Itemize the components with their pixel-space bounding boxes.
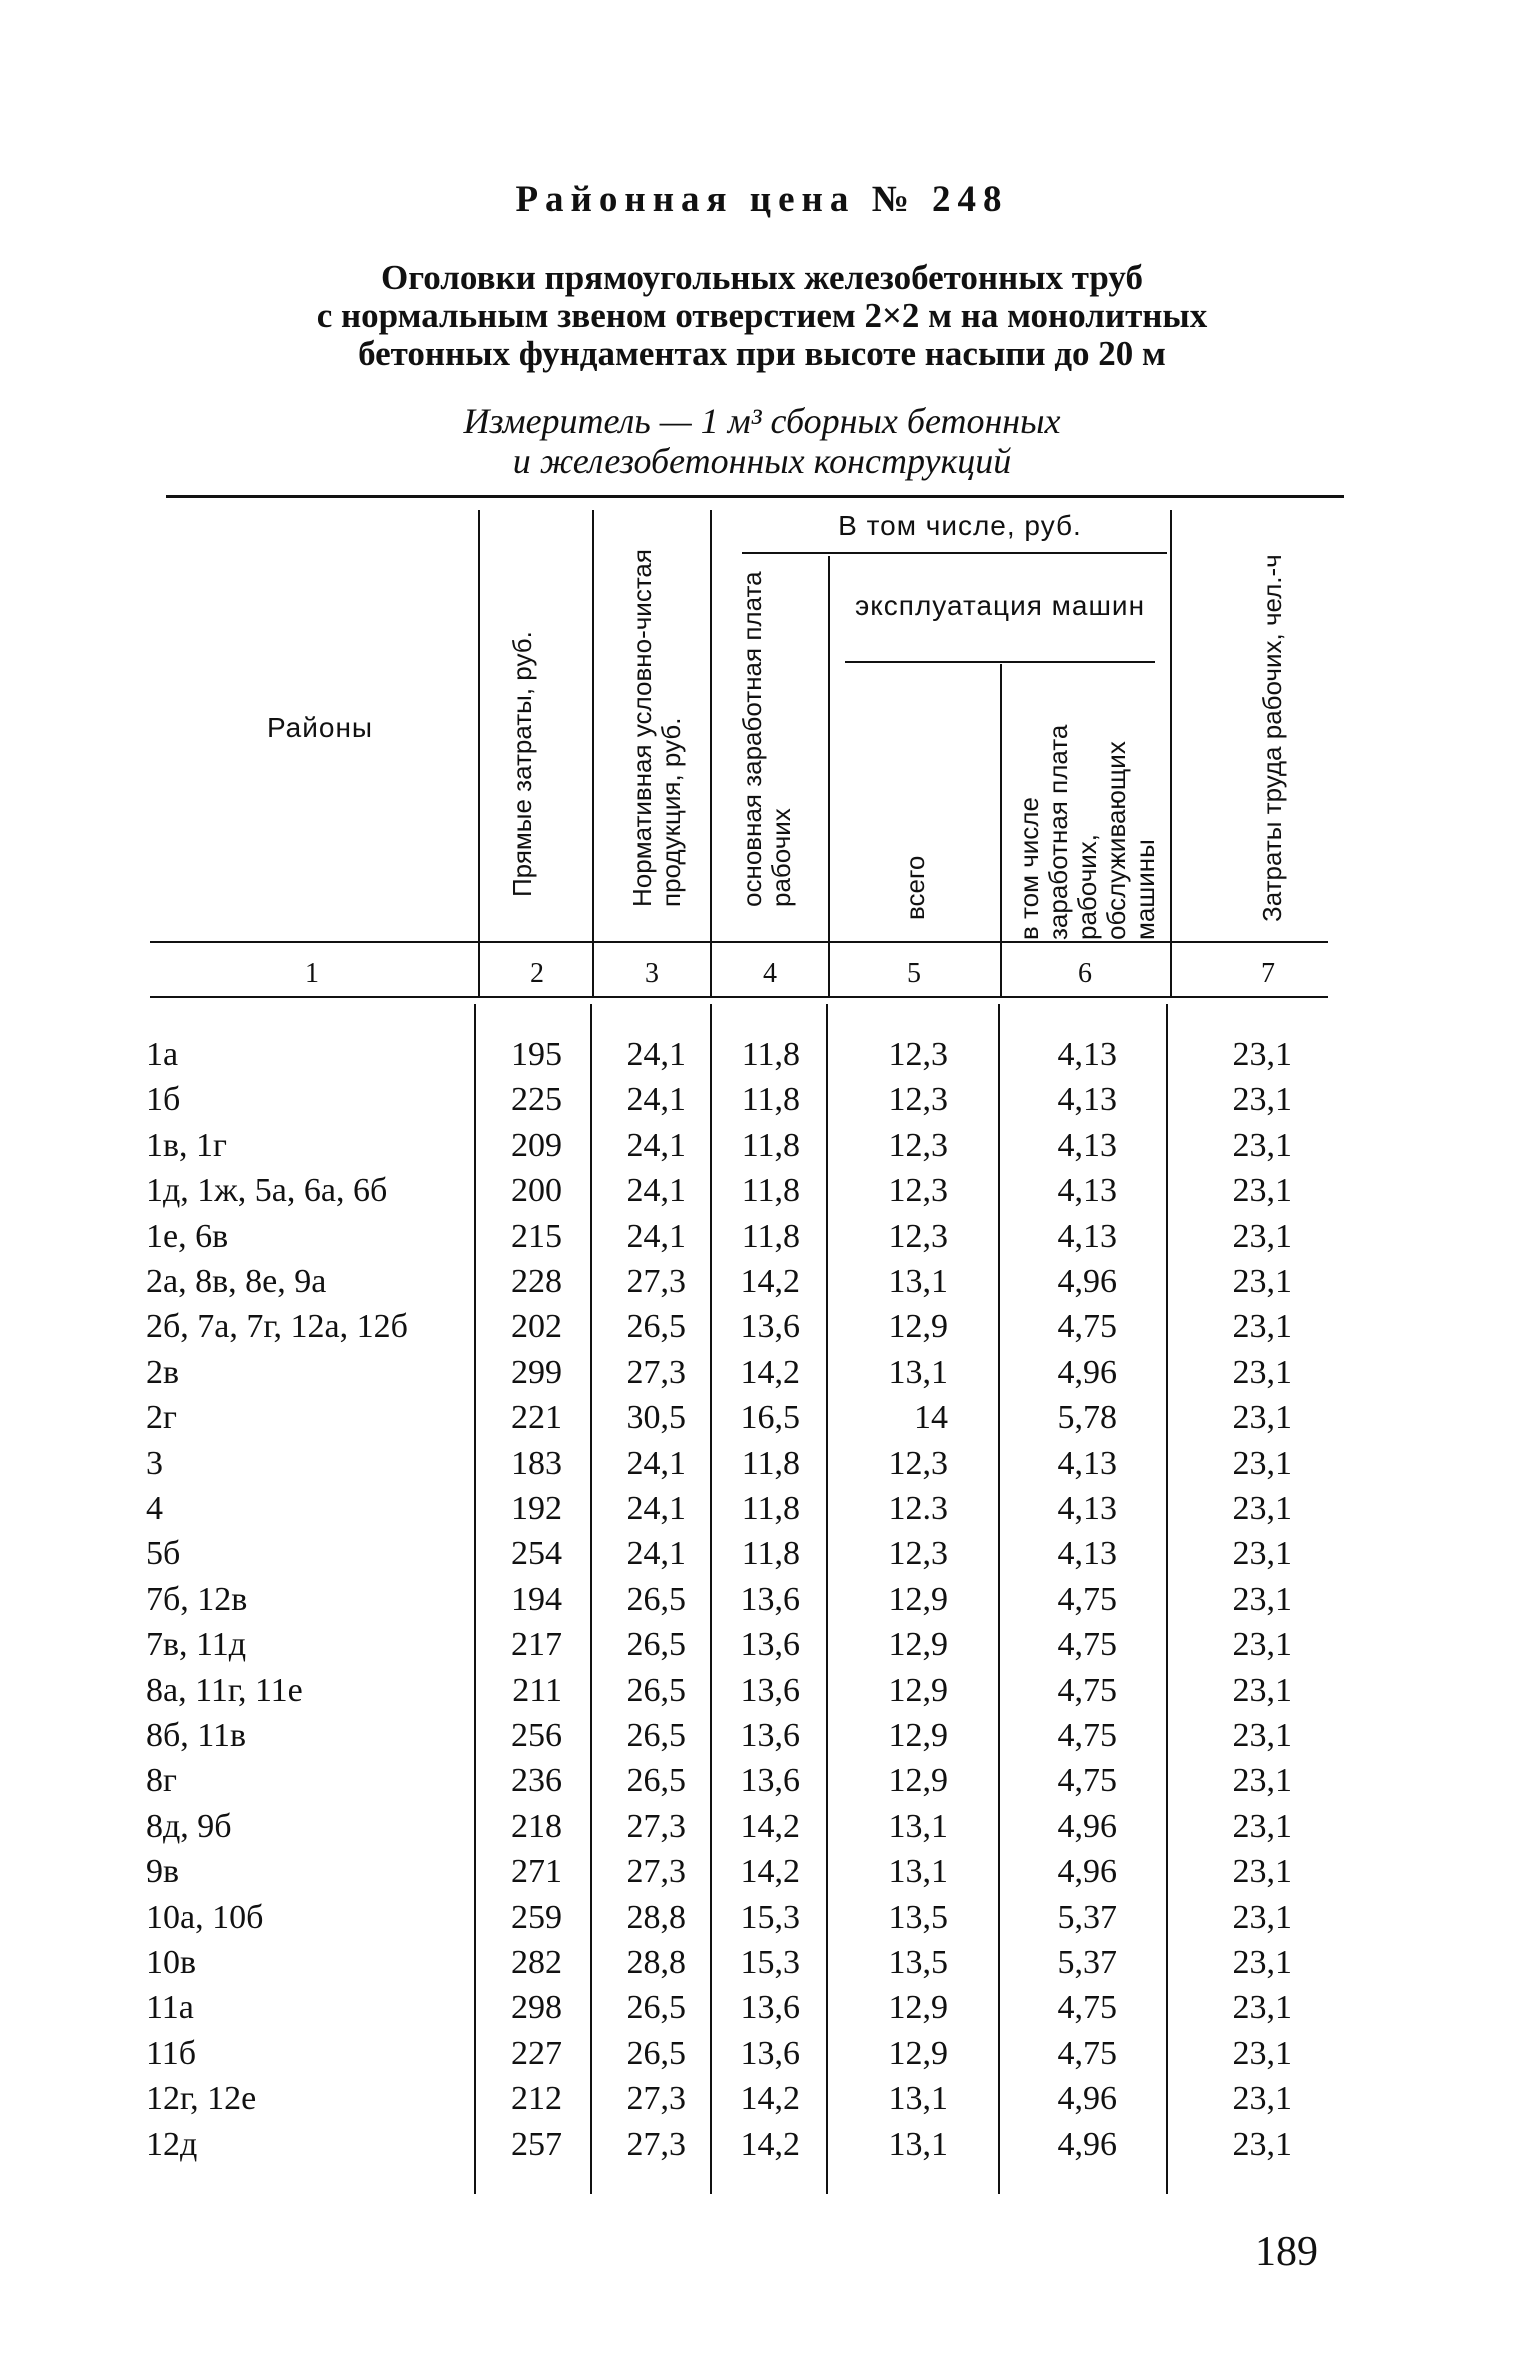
measure-line-1: Измеритель — 1 м³ сборных бетонных: [463, 401, 1061, 441]
table-cell: 23,1: [1232, 2034, 1292, 2072]
table-cell: 4,75: [1057, 1717, 1117, 1754]
header-vline-5: [1000, 664, 1002, 942]
colnum-bottom-rule: [150, 996, 1328, 998]
table-cell: 4,96: [1057, 2080, 1117, 2118]
table-cell: 12,9: [888, 1762, 948, 1800]
header-vline-6: [1170, 510, 1172, 942]
header-vline-3: [710, 510, 712, 942]
table-cell: 183: [511, 1444, 562, 1482]
table-cell: 13,1: [888, 1853, 948, 1891]
table-cell: 27,3: [626, 2125, 686, 2163]
table-cell: 14,2: [740, 1807, 800, 1845]
table-cell: 4,13: [1057, 1490, 1117, 1527]
table-cell: 23,1: [1232, 1217, 1292, 1255]
colnum-vline-1: [478, 943, 480, 996]
table-cell: 23,1: [1232, 1353, 1292, 1391]
table-cell: 30,5: [626, 1399, 686, 1437]
table-cell: 5б: [146, 1535, 181, 1573]
table-cell: 11а: [146, 1989, 194, 2027]
header-vline-4: [828, 556, 830, 942]
table-cell: 228: [511, 1263, 562, 1300]
table-cell: 4,96: [1057, 2125, 1117, 2163]
table-cell: 215: [511, 1217, 562, 1255]
table-cell: 5,78: [1057, 1399, 1117, 1437]
header-machine-wage: в том числе заработная плата рабочих, обслуживающих машины: [1013, 724, 1160, 940]
table-cell: 221: [511, 1399, 562, 1437]
table-cell: 27,3: [626, 1263, 686, 1300]
table-cell: 4,13: [1057, 1172, 1117, 1210]
measure-line-2: и железобетонных конструкций: [512, 441, 1012, 481]
table-cell: 13,6: [740, 1762, 800, 1800]
table-cell: 4,13: [1057, 1535, 1117, 1573]
table-cell: 23,1: [1232, 2125, 1292, 2163]
table-cell: 4,13: [1057, 1217, 1117, 1255]
table-cell: 26,5: [626, 1671, 686, 1709]
table-cell: 4,75: [1057, 2034, 1117, 2072]
heading-line-1: Оголовки прямоугольных железобетонных труб: [381, 258, 1143, 297]
table-cell: 202: [511, 1308, 562, 1346]
table-cell: 4,75: [1057, 1671, 1117, 1709]
table-cell: 24,1: [626, 1036, 686, 1073]
table-cell: 14,2: [740, 2125, 800, 2163]
table-cell: 11,8: [741, 1036, 800, 1073]
table-cell: 209: [511, 1126, 562, 1164]
header-vline-1: [478, 510, 480, 942]
table-cell: 12,3: [888, 1126, 948, 1164]
table-cell: 14,2: [740, 2080, 800, 2118]
table-cell: 256: [511, 1717, 562, 1754]
column-number-3: 3: [645, 958, 659, 989]
table-cell: 27,3: [626, 1853, 686, 1891]
table-cell: 23,1: [1232, 1580, 1292, 1618]
table-cell: 27,3: [626, 1807, 686, 1845]
table-cell: 26,5: [626, 1717, 686, 1754]
table-cell: 12,3: [888, 1217, 948, 1255]
table-cell: 9в: [146, 1853, 180, 1891]
table-cell: 4,13: [1057, 1081, 1117, 1119]
page-title: Районная цена № 248: [515, 179, 1009, 220]
table-cell: 4,75: [1057, 1308, 1117, 1346]
table-cell: 14: [914, 1399, 948, 1437]
table-cell: 27,3: [626, 2080, 686, 2118]
table-cell: 11,8: [741, 1081, 800, 1119]
table-cell: 13,6: [740, 1580, 800, 1618]
table-cell: 26,5: [626, 1626, 686, 1664]
table-cell: 200: [511, 1172, 562, 1210]
table-cell: 14,2: [740, 1353, 800, 1391]
column-number-4: 4: [763, 958, 777, 989]
heading-line-2: с нормальным звеном отверстием 2×2 м на монолитных: [316, 296, 1208, 335]
table-cell: 26,5: [626, 1308, 686, 1346]
header-total: всего: [899, 855, 930, 920]
table-cell: 23,1: [1232, 2080, 1292, 2118]
table-cell: 14,2: [740, 1263, 800, 1300]
table-cell: 24,1: [626, 1081, 686, 1119]
table-cell: 24,1: [626, 1217, 686, 1255]
table-cell: 13,1: [888, 2125, 948, 2163]
column-number-7: 7: [1261, 958, 1275, 989]
table-cell: 24,1: [626, 1172, 686, 1210]
table-cell: 23,1: [1232, 1944, 1292, 1981]
table-cell: 12,3: [888, 1172, 948, 1210]
colnum-vline-3: [710, 943, 712, 996]
table-cell: 28,8: [626, 1898, 686, 1936]
table-cell: 26,5: [626, 1762, 686, 1800]
table-cell: 26,5: [626, 2034, 686, 2072]
heading-line-3: бетонных фундаментах при высоте насыпи до 20 м: [358, 334, 1166, 373]
table-cell: 4,13: [1057, 1126, 1117, 1164]
table-cell: 13,6: [740, 1626, 800, 1664]
table-cell: 13,6: [740, 2034, 800, 2072]
table-cell: 194: [511, 1580, 562, 1618]
table-cell: 12,3: [888, 1036, 948, 1073]
table-cell: 13,5: [888, 1898, 948, 1936]
table-cell: 236: [511, 1762, 562, 1800]
table-cell: 23,1: [1232, 1399, 1292, 1437]
table-cell: 23,1: [1232, 1308, 1292, 1346]
table-cell: 23,1: [1232, 1036, 1292, 1073]
table-cell: 12,3: [888, 1081, 948, 1119]
colnum-vline-6: [1170, 943, 1172, 996]
header-direct-costs: Прямые затраты, руб.: [506, 631, 537, 897]
table-top-rule: [166, 495, 1344, 498]
table-cell: 13,1: [888, 1807, 948, 1845]
table-cell: 13,1: [888, 1263, 948, 1300]
table-cell: 12,9: [888, 1308, 948, 1346]
column-number-5: 5: [907, 958, 921, 989]
table-cell: 27,3: [626, 1353, 686, 1391]
table-cell: 8д, 9б: [146, 1807, 232, 1845]
table-cell: 4,96: [1057, 1807, 1117, 1845]
table-cell: 13,5: [888, 1944, 948, 1981]
table-cell: 257: [511, 2125, 562, 2163]
table-cell: 14,2: [740, 1853, 800, 1891]
table-cell: 12,3: [888, 1444, 948, 1482]
table-cell: 12,9: [888, 2034, 948, 2072]
table-cell: 16,5: [740, 1399, 800, 1437]
table-cell: 23,1: [1232, 1263, 1292, 1300]
table-cell: 1в, 1г: [146, 1126, 227, 1164]
table-cell: 227: [511, 2034, 562, 2072]
table-cell: 298: [511, 1989, 562, 2027]
table-cell: 12,9: [888, 1717, 948, 1754]
table-cell: 15,3: [740, 1944, 800, 1981]
header-base-wage: основная заработная плата рабочих: [737, 571, 796, 907]
table-cell: 11,8: [741, 1217, 800, 1255]
table-cell: 23,1: [1232, 1626, 1292, 1664]
table-cell: 4,75: [1057, 1762, 1117, 1800]
table-cell: 26,5: [626, 1580, 686, 1618]
table-cell: 10а, 10б: [146, 1898, 264, 1936]
table-cell: 28,8: [626, 1944, 686, 1981]
table-cell: 11,8: [741, 1444, 800, 1482]
table-cell: 4,13: [1057, 1444, 1117, 1482]
column-number-2: 2: [530, 958, 544, 989]
table-cell: 24,1: [626, 1126, 686, 1164]
table-cell: 7в, 11д: [146, 1626, 247, 1664]
table-cell: 5,37: [1057, 1944, 1117, 1981]
table-cell: 4,13: [1057, 1036, 1117, 1073]
table-cell: 23,1: [1232, 1671, 1292, 1709]
colnum-vline-2: [592, 943, 594, 996]
table-cell: 24,1: [626, 1535, 686, 1573]
table-cell: 23,1: [1232, 1535, 1292, 1573]
table-cell: 7б, 12в: [146, 1580, 248, 1618]
table-cell: 23,1: [1232, 1989, 1292, 2027]
table-cell: 23,1: [1232, 1490, 1292, 1527]
header-regions: Районы: [266, 712, 374, 743]
table-cell: 4,75: [1057, 1989, 1117, 2027]
table-cell: 23,1: [1232, 1762, 1292, 1800]
table-cell: 212: [511, 2080, 562, 2118]
table-cell: 23,1: [1232, 1807, 1292, 1845]
header-machine-operation: эксплуатация машин: [854, 590, 1146, 621]
table-cell: 4,96: [1057, 1263, 1117, 1300]
header-bottom-rule: [150, 941, 1328, 943]
table-cell: 15,3: [740, 1898, 800, 1936]
table-cell: 11,8: [741, 1126, 800, 1164]
table-cell: 4,96: [1057, 1353, 1117, 1391]
table-cell: 13,6: [740, 1989, 800, 2027]
table-cell: 4,75: [1057, 1626, 1117, 1664]
table-cell: 192: [511, 1490, 562, 1527]
page-number: 189: [1255, 2229, 1318, 2275]
table-cell: 299: [511, 1353, 562, 1391]
table-cell: 12д: [146, 2125, 198, 2163]
table-cell: 12,9: [888, 1671, 948, 1709]
table-cell: 254: [511, 1535, 562, 1573]
table-cell: 13,1: [888, 1353, 948, 1391]
colnum-vline-5: [1000, 943, 1002, 996]
table-cell: 13,6: [740, 1717, 800, 1754]
table-cell: 2в: [146, 1353, 180, 1391]
table-cell: 26,5: [626, 1989, 686, 2027]
header-labor: Затраты труда рабочих, чел.-ч: [1256, 554, 1287, 922]
table-cell: 271: [511, 1853, 562, 1891]
table-cell: 12.3: [888, 1490, 948, 1527]
table-cell: 211: [512, 1671, 562, 1709]
table-cell: 13,6: [740, 1671, 800, 1709]
header-in-that-number: В том числе, руб.: [838, 510, 1082, 541]
column-number-6: 6: [1078, 958, 1092, 989]
table-cell: 12,9: [888, 1580, 948, 1618]
table-cell: 24,1: [626, 1490, 686, 1527]
table-cell: 259: [511, 1898, 562, 1936]
table-cell: 1д, 1ж, 5а, 6а, 6б: [146, 1172, 388, 1210]
table-cell: 4,96: [1057, 1853, 1117, 1891]
table-cell: 8б, 11в: [146, 1717, 247, 1754]
table-cell: 13,6: [740, 1308, 800, 1346]
table-cell: 12,9: [888, 1626, 948, 1664]
table-cell: 23,1: [1232, 1444, 1292, 1482]
table-cell: 1а: [146, 1036, 179, 1073]
table-cell: 23,1: [1232, 1126, 1292, 1164]
table-cell: 23,1: [1232, 1898, 1292, 1936]
table-cell: 10в: [146, 1944, 197, 1981]
header-normative: Нормативная условно-чистая продукция, руб.: [627, 549, 686, 907]
table-cell: 23,1: [1232, 1081, 1292, 1119]
table-cell: 11б: [146, 2034, 197, 2072]
table-cell: 23,1: [1232, 1717, 1292, 1754]
colnum-vline-4: [828, 943, 830, 996]
table-cell: 11,8: [741, 1490, 800, 1527]
table-cell: 12г, 12е: [146, 2080, 257, 2118]
header-vline-2: [592, 510, 594, 942]
table-cell: 2а, 8в, 8е, 9а: [146, 1263, 327, 1300]
table-cell: 2г: [146, 1399, 177, 1437]
table-cell: 8а, 11г, 11е: [146, 1671, 303, 1709]
table-cell: 225: [511, 1081, 562, 1119]
table-cell: 4,75: [1057, 1580, 1117, 1618]
table-cell: 13,1: [888, 2080, 948, 2118]
table-cell: 3: [146, 1444, 163, 1482]
table-cell: 195: [511, 1036, 562, 1073]
table-cell: 217: [511, 1626, 562, 1664]
table-cell: 24,1: [626, 1444, 686, 1482]
table-cell: 8г: [146, 1762, 177, 1800]
table-cell: 11,8: [741, 1535, 800, 1573]
table-cell: 23,1: [1232, 1172, 1292, 1210]
column-number-1: 1: [305, 958, 319, 989]
table-cell: 2б, 7а, 7г, 12а, 12б: [146, 1308, 408, 1346]
table-cell: 1е, 6в: [146, 1217, 229, 1255]
table-cell: 11,8: [741, 1172, 800, 1210]
table-cell: 23,1: [1232, 1853, 1292, 1891]
table-cell: 12,9: [888, 1989, 948, 2027]
table-cell: 12,3: [888, 1535, 948, 1573]
machine-subheader-rule: [845, 661, 1155, 663]
table-cell: 282: [511, 1944, 562, 1981]
table-cell: 1б: [146, 1081, 181, 1119]
table-cell: 4: [146, 1490, 163, 1527]
table-cell: 218: [511, 1807, 562, 1845]
table-cell: 5,37: [1057, 1898, 1117, 1936]
